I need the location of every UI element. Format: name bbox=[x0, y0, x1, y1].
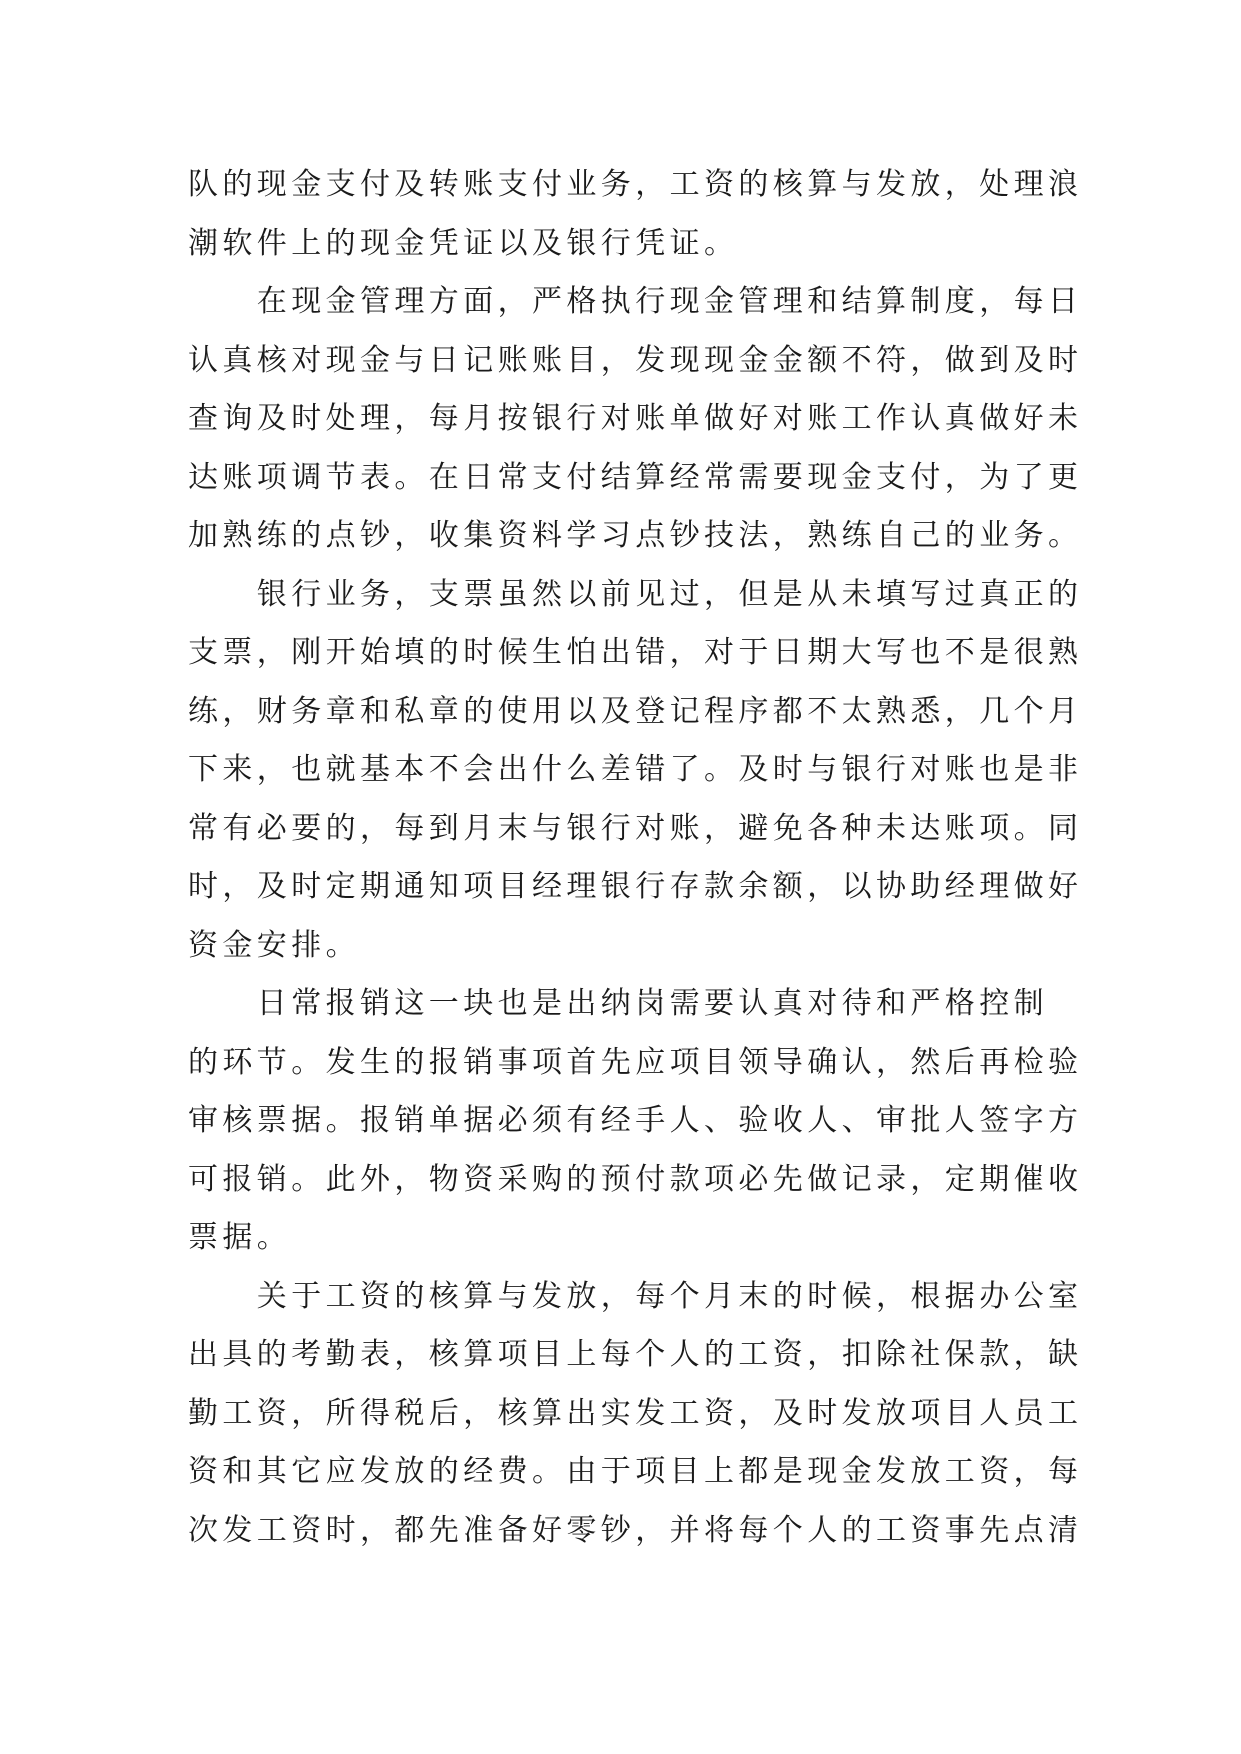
text-line: 时，及时定期通知项目经理银行存款余额，以协助经理做好 bbox=[188, 869, 1083, 904]
text-line: 次发工资时，都先准备好零钞，并将每个人的工资事先点清 bbox=[188, 1512, 1083, 1548]
text-line: 下来，也就基本不会出什么差错了。及时与银行对账也是非 bbox=[188, 752, 1083, 787]
text-line: 加熟练的点钞，收集资料学习点钞技法，熟练自己的业务。 bbox=[188, 518, 1083, 553]
text-line: 认真核对现金与日记账账目，发现现金金额不符，做到及时 bbox=[188, 342, 1083, 378]
text-line: 队的现金支付及转账支付业务，工资的核算与发放，处理浪 bbox=[188, 167, 1083, 202]
text-line: 的环节。发生的报销事项首先应项目领导确认，然后再检验 bbox=[188, 1044, 1083, 1080]
body-text bbox=[188, 156, 1083, 1560]
text-line: 在现金管理方面，严格执行现金管理和结算制度，每日 bbox=[188, 284, 1083, 319]
text-line: 支票，刚开始填的时候生怕出错，对于日期大写也不是很熟 bbox=[188, 635, 1083, 670]
text-line: 关于工资的核算与发放，每个月末的时候，根据办公室 bbox=[188, 1278, 1083, 1314]
text-line: 常有必要的，每到月末与银行对账，避免各种未达账项。同 bbox=[188, 810, 1083, 846]
text-line: 潮软件上的现金凭证以及银行凭证。 bbox=[188, 225, 739, 261]
text-line: 资金安排。 bbox=[188, 927, 360, 963]
text-line: 资和其它应发放的经费。由于项目上都是现金发放工资，每 bbox=[188, 1454, 1083, 1489]
text-line: 银行业务，支票虽然以前见过，但是从未填写过真正的 bbox=[188, 576, 1083, 612]
text-line: 审核票据。报销单据必须有经手人、验收人、审批人签字方 bbox=[188, 1103, 1083, 1138]
text-line: 出具的考勤表，核算项目上每个人的工资，扣除社保款，缺 bbox=[188, 1337, 1083, 1372]
text-line: 达账项调节表。在日常支付结算经常需要现金支付，为了更 bbox=[188, 459, 1083, 495]
text-line: 可报销。此外，物资采购的预付款项必先做记录，定期催收 bbox=[188, 1161, 1083, 1197]
text-line: 日常报销这一块也是出纳岗需要认真对待和严格控制 bbox=[188, 986, 1048, 1021]
text-line: 票据。 bbox=[188, 1220, 292, 1255]
text-line: 练，财务章和私章的使用以及登记程序都不太熟悉，几个月 bbox=[188, 693, 1083, 729]
text-line: 勤工资，所得税后，核算出实发工资，及时发放项目人员工 bbox=[188, 1395, 1083, 1431]
text-line: 查询及时处理，每月按银行对账单做好对账工作认真做好未 bbox=[188, 401, 1083, 436]
